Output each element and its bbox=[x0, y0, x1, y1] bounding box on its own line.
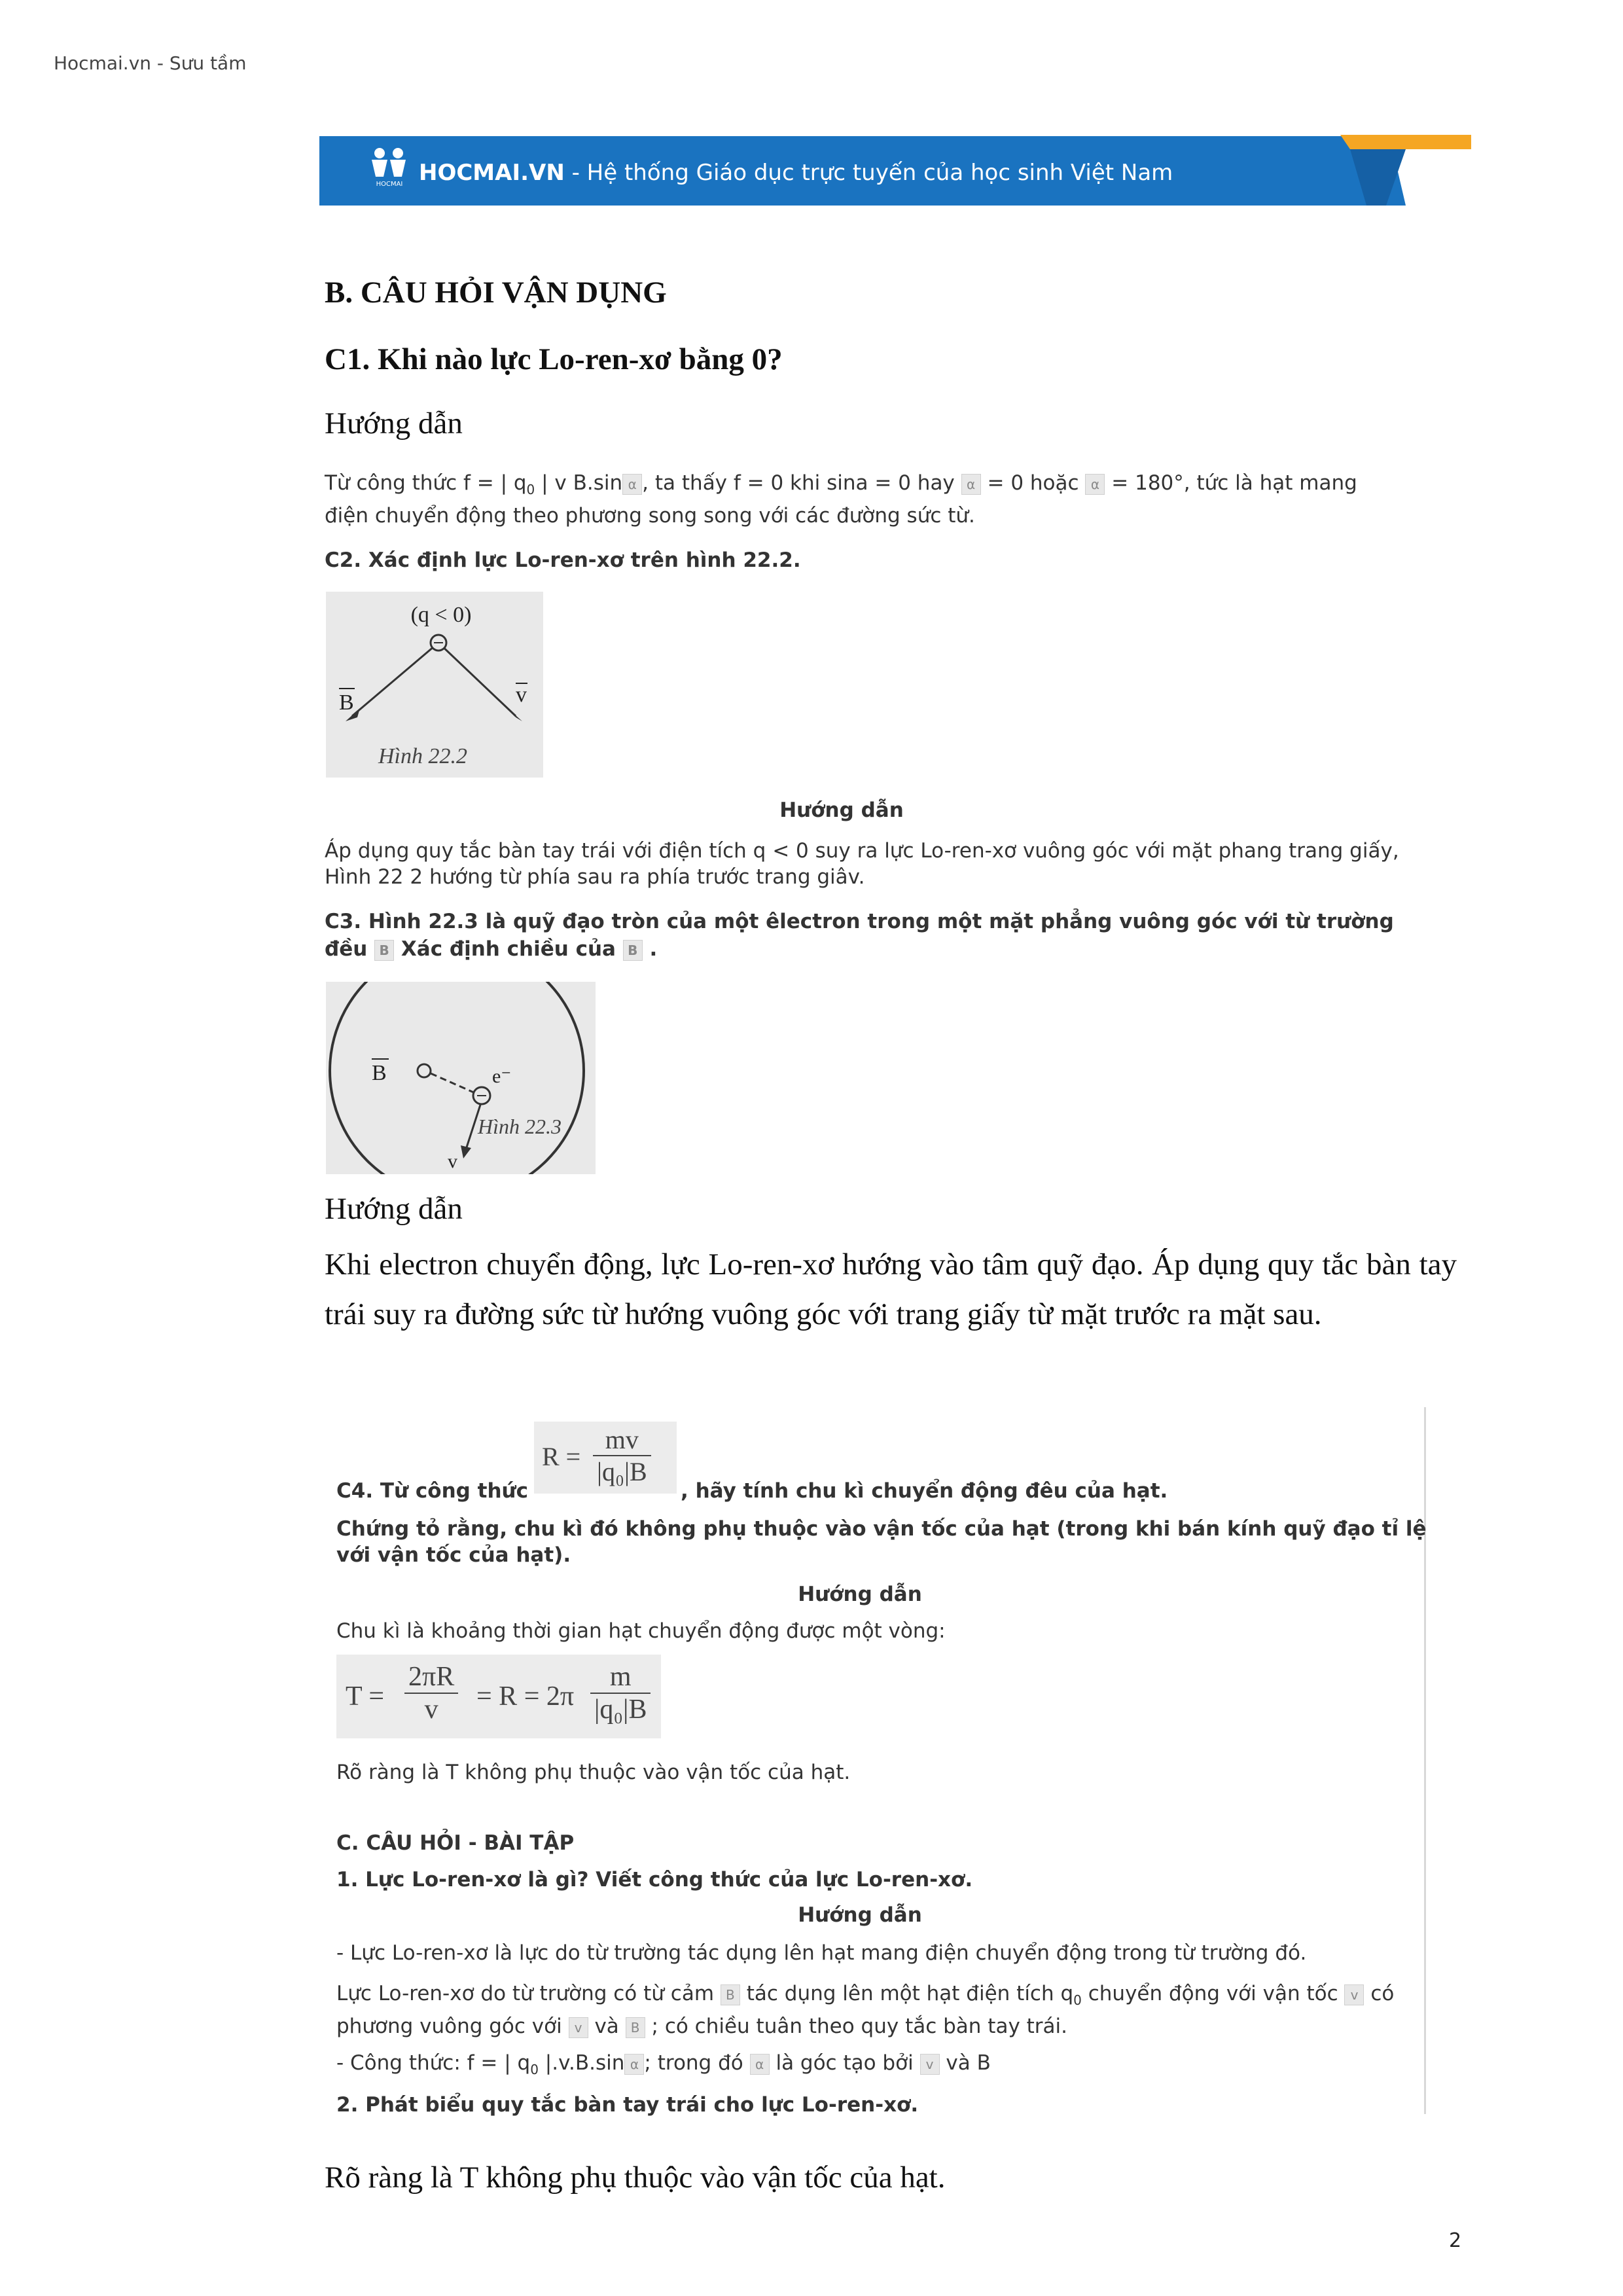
c3-guide-heading: Hướng dẫn bbox=[325, 1192, 463, 1226]
source-watermark: Hocmai.vn - Sưu tầm bbox=[54, 52, 247, 74]
logo-text: HOCMAI bbox=[376, 181, 403, 188]
fig222-caption: Hình 22.2 bbox=[378, 744, 467, 768]
q1-guide-heading: Hướng dẫn bbox=[798, 1903, 922, 1927]
c3-answer: Khi electron chuyển động, lực Lo-ren-xơ hướng vào tâm quỹ đạo. Áp dụng quy tắc bàn tay trái suy ra đường sức từ hướng vuông góc với trang giấy từ mặt trước ra mặt sau. bbox=[325, 1247, 1457, 1331]
v-vector-symbol-icon: v bbox=[920, 2054, 940, 2075]
c1-question: C1. Khi nào lực Lo-ren-xơ bằng 0? bbox=[325, 342, 783, 376]
fig223-e-label: e⁻ bbox=[492, 1066, 512, 1087]
c2-answer-line1: Áp dụng quy tắc bàn tay trái với điện tích q < 0 suy ra lực Lo-ren-xơ vuông góc với mặt phang trang giấy, bbox=[325, 839, 1399, 863]
banner-title bbox=[419, 160, 1173, 186]
fig223-v-label: v bbox=[448, 1151, 457, 1172]
v-vector-symbol-icon: v bbox=[1344, 1984, 1364, 2005]
b-vector-symbol-icon: B bbox=[623, 940, 643, 961]
closing-statement: Rõ ràng là T không phụ thuộc vào vận tốc của hạt. bbox=[325, 2161, 946, 2195]
fig223-b-label: B bbox=[372, 1061, 387, 1085]
q1-answer-line1: - Lực Lo-ren-xơ là lực do từ trường tác dụng lên hạt mang điện chuyển động trong từ trường đó. bbox=[336, 1941, 1307, 1965]
v-vector-symbol-icon: v bbox=[569, 2017, 588, 2038]
fig222-charge-label: (q < 0) bbox=[410, 603, 472, 627]
c4-question-line3: với vận tốc của hạt). bbox=[336, 1543, 571, 1567]
brand-tagline: - Hệ thống Giáo dục trực tuyến của học sinh Việt Nam bbox=[564, 160, 1173, 186]
c1-guide-heading: Hướng dẫn bbox=[325, 406, 463, 440]
q1-answer-line3: phương vuông góc với v và B ; có chiều tuân theo quy tắc bàn tay trái. bbox=[336, 2015, 1068, 2038]
c4-answer-line2: Rõ ràng là T không phụ thuộc vào vận tốc của hạt. bbox=[336, 1761, 851, 1784]
fig222-v-label: v bbox=[516, 683, 527, 707]
c3-question-line1: C3. Hình 22.3 là quỹ đạo tròn của một êlectron trong một mặt phẳng vuông góc với từ trường bbox=[325, 910, 1394, 933]
alpha-symbol-icon: α bbox=[624, 2054, 644, 2075]
b-vector-symbol-icon: B bbox=[374, 940, 394, 961]
c4-question-line1-cont: , hãy tính chu kì chuyển động đêu của hạt. bbox=[681, 1479, 1168, 1503]
c1-answer-line1: Từ công thức f = | $q_0$ | v B.sin α , ta thấy f = 0 khi sina = 0 hay α = 0 hoặc α = 180°, tức là hạt mang bbox=[325, 471, 1357, 498]
figure-22-3 bbox=[326, 982, 596, 1174]
section-c-title: C. CÂU HỎI - BÀI TẬP bbox=[336, 1831, 575, 1855]
fig222-b-label: B bbox=[339, 691, 354, 715]
b-vector-symbol-icon: B bbox=[626, 2017, 645, 2038]
formula-r-box: R = $\frac{mv}{\text{|q₀|B}}$ bbox=[534, 1422, 677, 1494]
c2-question: C2. Xác định lực Lo-ren-xơ trên hình 22.2. bbox=[325, 548, 801, 572]
q1-answer-line4: - Công thức: f = | $q_0$ |.v.B.sin α ; trong đó α là góc tạo bởi v và B bbox=[336, 2051, 991, 2078]
c4-guide-heading: Hướng dẫn bbox=[798, 1583, 922, 1606]
figure-22-2 bbox=[326, 592, 543, 778]
alpha-symbol-icon: α bbox=[1085, 474, 1105, 495]
q1-answer-line2: Lực Lo-ren-xơ do từ trường có từ cảm B tác dụng lên một hạt điện tích $q_0$ chuyển động với vận tốc v có bbox=[336, 1982, 1395, 2009]
q1-question: 1. Lực Lo-ren-xơ là gì? Viết công thức của lực Lo-ren-xơ. bbox=[336, 1868, 973, 1892]
section-b-title: B. CÂU HỎI VẬN DỤNG bbox=[325, 276, 667, 310]
fig223-caption: Hình 22.3 bbox=[478, 1115, 562, 1138]
alpha-symbol-icon: α bbox=[622, 474, 642, 495]
c2-guide-heading: Hướng dẫn bbox=[779, 798, 904, 822]
page-number: 2 bbox=[1449, 2229, 1462, 2252]
alpha-symbol-icon: α bbox=[961, 474, 981, 495]
c3-question-line2: đều B Xác định chiều của B . bbox=[325, 937, 658, 961]
c4-question-line1: C4. Từ công thức bbox=[336, 1479, 528, 1503]
formula-t-box: T = $\frac{2\pi R}{v}$ = R = 2π $\frac{m}{\text{|q₀|B}}$ bbox=[336, 1655, 661, 1738]
c2-answer-line2: Hình 22 2 hướng từ phía sau ra phía trước trang giâv. bbox=[325, 865, 865, 889]
c4-answer-line1: Chu kì là khoảng thời gian hạt chuyển động được một vòng: bbox=[336, 1619, 946, 1643]
alpha-symbol-icon: α bbox=[750, 2054, 770, 2075]
hocmai-logo-icon bbox=[366, 145, 412, 188]
c4-question-line2: Chứng tỏ rằng, chu kì đó không phụ thuộc vào vận tốc của hạt (trong khi bán kính quỹ đạo tỉ lệ bbox=[336, 1517, 1427, 1541]
q2-question: 2. Phát biểu quy tắc bàn tay trái cho lực Lo-ren-xơ. bbox=[336, 2093, 919, 2117]
c1-answer-line2: điện chuyển động theo phương song song với các đường sức từ. bbox=[325, 504, 975, 528]
brand-name: HOCMAI.VN bbox=[419, 160, 565, 186]
b-vector-symbol-icon: B bbox=[721, 1984, 740, 2005]
